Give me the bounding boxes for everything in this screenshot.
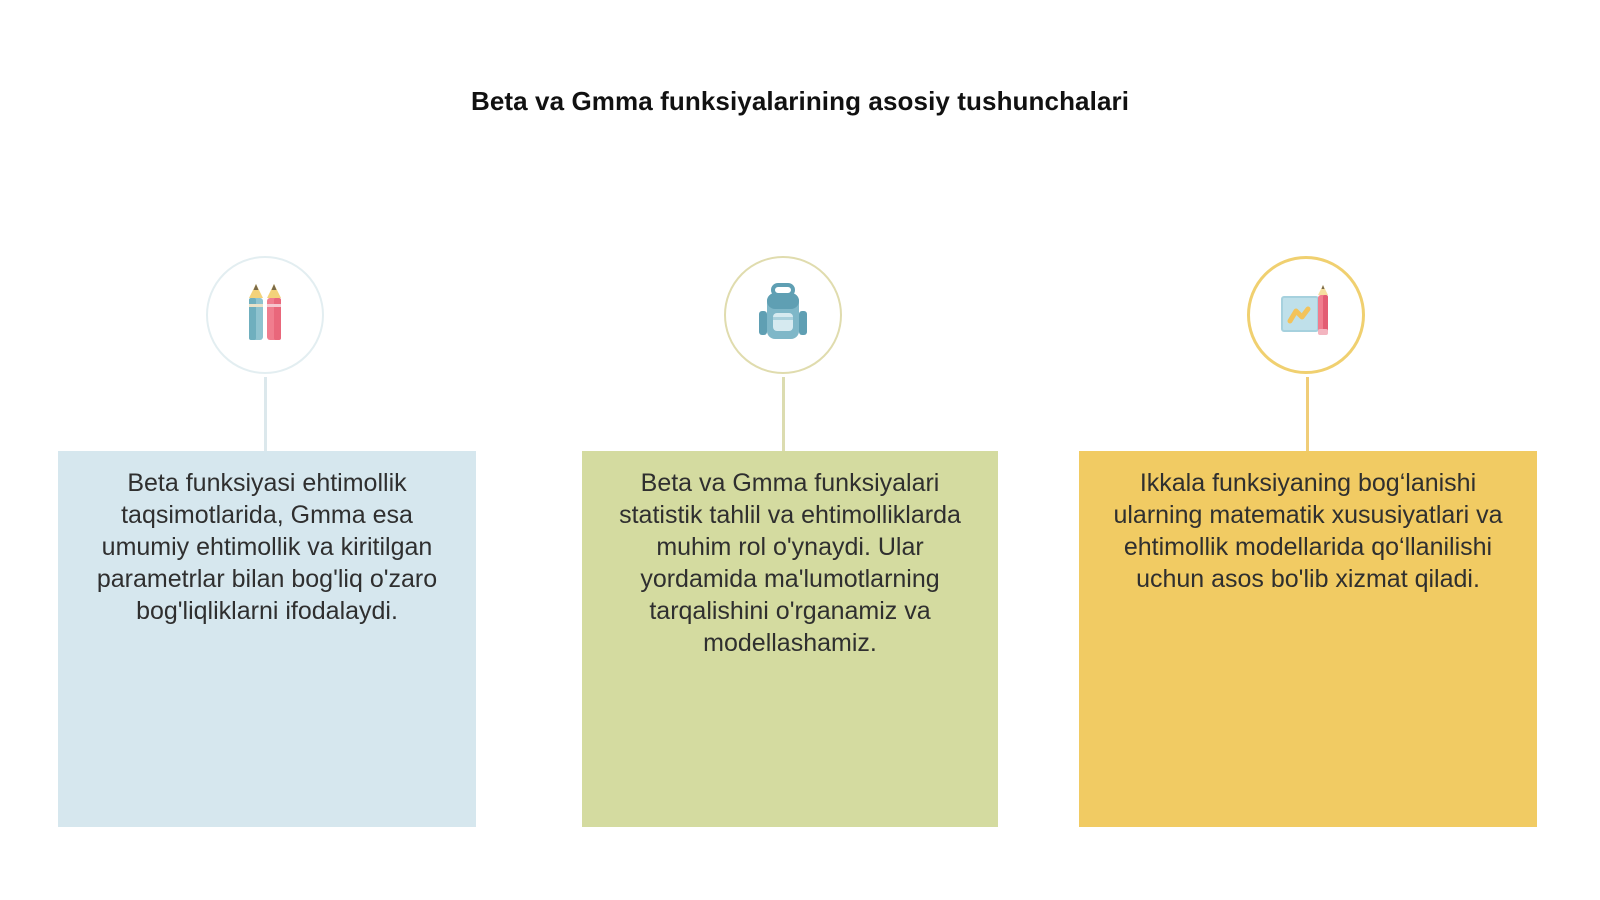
card-text-2: Beta va Gmma funksiyalari statistik tahlil va ehtimolliklarda muhim rol o'ynaydi. Ular yordamida ma'lumotlarning tarqalishini o'rganamiz va modellashamiz. — [619, 469, 961, 657]
drawing-pencil-icon — [1274, 281, 1338, 350]
concept-card-3 — [1079, 451, 1537, 827]
icon-circle-3 — [1247, 256, 1365, 374]
card-text-1: Beta funksiyasi ehtimollik taqsimotlarida, Gmma esa umumiy ehtimollik va kiritilgan parametrlar bilan bog'liq o'zaro bog'liqliklarni ifodalaydi. — [96, 469, 438, 625]
card-text-3: Ikkala funksiyaning bog‘lanishi ularning matematik xususiyatlari va ehtimollik modellarida qo‘llanilishi uchun asos bo'lib xizmat qiladi. — [1113, 469, 1503, 593]
connector-line-3 — [1306, 377, 1309, 452]
slide-title: Beta va Gmma funksiyalarining asosiy tushunchalari — [470, 86, 1130, 116]
